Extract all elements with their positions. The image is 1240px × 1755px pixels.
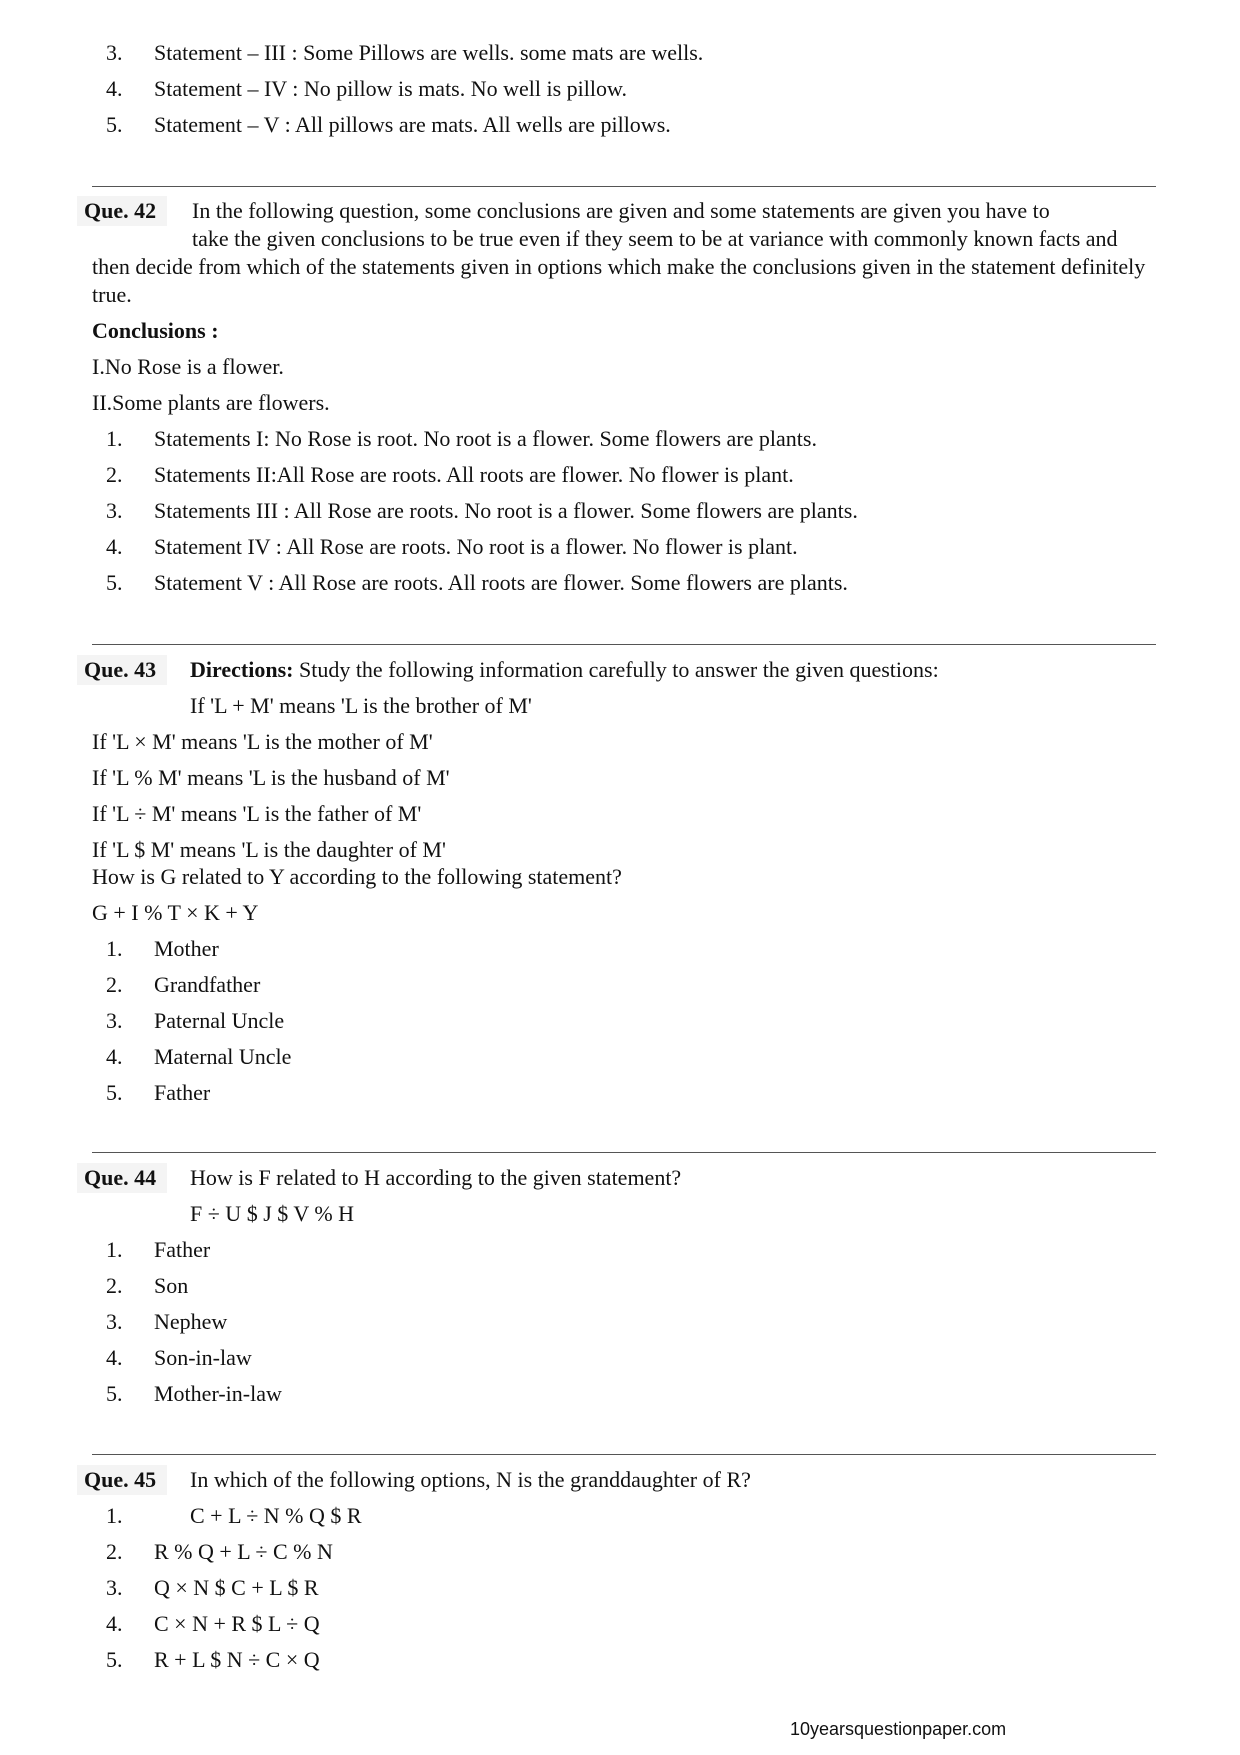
option-number: 4. <box>106 76 123 101</box>
section-divider <box>92 1152 1156 1153</box>
option-number: 5. <box>106 1381 123 1406</box>
question-44-text: How is F related to H according to the given statement? <box>190 1165 682 1190</box>
conclusion-item: I.No Rose is a flower. <box>92 354 284 379</box>
option-text: Statements I: No Rose is root. No root is a flower. Some flowers are plants. <box>154 426 817 451</box>
option-text: Statement V : All Rose are roots. All roots are flower. Some flowers are plants. <box>154 570 848 595</box>
conclusions-heading: Conclusions : <box>92 318 219 343</box>
option-number: 4. <box>106 1044 123 1069</box>
question-label-43: Que. 43 <box>77 655 167 685</box>
option-number: 4. <box>106 1345 123 1370</box>
option-text: Statement IV : All Rose are roots. No root is a flower. No flower is plant. <box>154 534 798 559</box>
option-text: C × N + R $ L ÷ Q <box>154 1611 320 1636</box>
option-number: 3. <box>106 40 123 65</box>
option-number: 2. <box>106 1539 123 1564</box>
option-number: 2. <box>106 972 123 997</box>
option-text: Son-in-law <box>154 1345 252 1370</box>
directions-label: Directions: <box>190 657 294 682</box>
question-label-42: Que. 42 <box>77 196 167 226</box>
question-label-45: Que. 45 <box>77 1465 167 1495</box>
option-number: 5. <box>106 1080 123 1105</box>
option-number: 3. <box>106 498 123 523</box>
option-text: Statement – IV : No pillow is mats. No well is pillow. <box>154 76 627 101</box>
directions-text: Study the following information carefully to answer the given questions: <box>293 657 939 682</box>
option-text: Statement – III : Some Pillows are wells. some mats are wells. <box>154 40 704 65</box>
option-text: Statements III : All Rose are roots. No root is a flower. Some flowers are plants. <box>154 498 858 523</box>
question-43-expression: G + I % T × K + Y <box>92 900 259 925</box>
option-text: Statement – V : All pillows are mats. All wells are pillows. <box>154 112 671 137</box>
section-divider <box>92 186 1156 187</box>
option-number: 3. <box>106 1309 123 1334</box>
option-number: 1. <box>106 426 123 451</box>
option-number: 5. <box>106 570 123 595</box>
option-text: C + L ÷ N % Q $ R <box>190 1503 362 1528</box>
option-text: R + L $ N ÷ C × Q <box>154 1647 320 1672</box>
question-42-text <box>92 197 1152 309</box>
option-text: Maternal Uncle <box>154 1044 292 1069</box>
option-number: 2. <box>106 462 123 487</box>
option-text: Father <box>154 1237 211 1262</box>
rule-item: If 'L + M' means 'L is the brother of M' <box>190 693 532 718</box>
option-text: Mother-in-law <box>154 1381 282 1406</box>
option-text: Statements II:All Rose are roots. All roots are flower. No flower is plant. <box>154 462 794 487</box>
option-text: Father <box>154 1080 211 1105</box>
option-text: Paternal Uncle <box>154 1008 285 1033</box>
question-42-continuation: take the given conclusions to be true even if they seem to be at variance with commonly known facts and then decide from which of the statements given in options which make the conclusions given in the statement definitely true. <box>92 226 1146 307</box>
option-number: 1. <box>106 1503 123 1528</box>
option-text: Q × N $ C + L $ R <box>154 1575 319 1600</box>
option-number: 3. <box>106 1575 123 1600</box>
option-text: Nephew <box>154 1309 228 1334</box>
option-text: R % Q + L ÷ C % N <box>154 1539 333 1564</box>
option-number: 5. <box>106 1647 123 1672</box>
option-number: 2. <box>106 1273 123 1298</box>
rule-item: If 'L % M' means 'L is the husband of M' <box>92 765 450 790</box>
question-label-44: Que. 44 <box>77 1163 167 1193</box>
option-text: Grandfather <box>154 972 261 997</box>
question-44-expression: F ÷ U $ J $ V % H <box>190 1201 355 1226</box>
option-text: Mother <box>154 936 219 961</box>
question-45-text: In which of the following options, N is the granddaughter of R? <box>190 1467 751 1492</box>
question-43-text: How is G related to Y according to the following statement? <box>92 864 622 889</box>
rule-item: If 'L $ M' means 'L is the daughter of M' <box>92 837 446 862</box>
option-number: 4. <box>106 534 123 559</box>
option-text: Son <box>154 1273 189 1298</box>
option-number: 4. <box>106 1611 123 1636</box>
option-number: 1. <box>106 1237 123 1262</box>
question-42-line1: In the following question, some conclusions are given and some statements are given you have to <box>192 198 1050 223</box>
option-number: 3. <box>106 1008 123 1033</box>
question-43-directions <box>190 655 939 685</box>
option-number: 5. <box>106 112 123 137</box>
rule-item: If 'L ÷ M' means 'L is the father of M' <box>92 801 422 826</box>
section-divider <box>92 644 1156 645</box>
section-divider <box>92 1454 1156 1455</box>
footer-watermark-url[interactable]: 10yearsquestionpaper.com <box>790 1719 1007 1739</box>
conclusion-item: II.Some plants are flowers. <box>92 390 330 415</box>
rule-item: If 'L × M' means 'L is the mother of M' <box>92 729 433 754</box>
option-number: 1. <box>106 936 123 961</box>
